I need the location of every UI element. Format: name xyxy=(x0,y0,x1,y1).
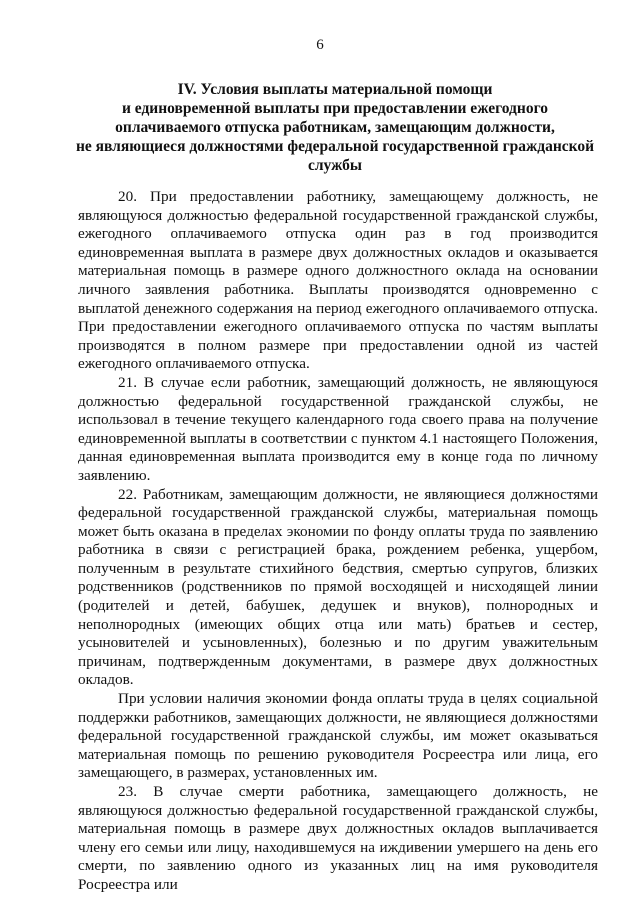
heading-line: и единовременной выплаты при предоставлении ежегодного xyxy=(121,100,548,117)
paragraph-22-continuation: При условии наличия экономии фонда оплаты труда в целях социальной поддержки работников, замещающих должности, не являющиеся должностями федеральной государственной гражданской службы, им может оказываться материальная помощь по решению руководителя Росреестра или лица, его замещающего, в размерах, установленных им. xyxy=(78,690,598,782)
heading-line: не являющиеся должностями федеральной государственной гражданской xyxy=(75,138,595,155)
section-heading xyxy=(70,80,600,175)
paragraph-20: 20. При предоставлении работнику, замещающему должность, не являющуюся должностью федеральной государственной гражданской службы, ежегодного оплачиваемого отпуска один раз в год производится единовременная выплата в размере двух должностных окладов и оказывается материальная помощь в размере одного должностного оклада на основании личного заявления работника. Выплаты производятся одновременно с выплатой денежного содержания на период ежегодного оплачиваемого отпуска. При предоставлении ежегодного оплачиваемого отпуска по частям выплаты производятся в полном размере при предоставлении одной из частей ежегодного оплачиваемого отпуска. xyxy=(78,188,598,373)
body-text xyxy=(78,188,598,895)
heading-line: службы xyxy=(307,157,362,174)
heading-line: IV. Условия выплаты материальной помощи xyxy=(177,81,493,98)
paragraph-22: 22. Работникам, замещающим должности, не являющиеся должностями федеральной государственной гражданской службы, материальная помощь может быть оказана в пределах экономии по фонду оплаты труда по заявлению работника в связи с регистрацией брака, рождением ребенка, ущербом, полученным в результате стихийного бедствия, смертью супругов, близких родственников (родственников по прямой восходящей и нисходящей линии (родителей и детей, бабушек, дедушек и внуков), полнородных и неполнородных (имеющих общих отца или мать) братьев и сестер, усыновителей и усыновленных), болезнью и по другим уважительным причинам, подтвержденным документами, в размере двух должностных окладов. xyxy=(78,485,598,689)
page-number: 6 xyxy=(316,37,324,53)
paragraph-21: 21. В случае если работник, замещающий должность, не являющуюся должностью федеральной государственной гражданской службы, не использовал в течение текущего календарного года своего права на получение единовременной выплаты в соответствии с пунктом 4.1 настоящего Положения, данная единовременная выплата производится ему в конце года по личному заявлению. xyxy=(78,373,598,484)
heading-line: оплачиваемого отпуска работникам, замещающим должности, xyxy=(115,119,555,136)
paragraph-23: 23. В случае смерти работника, замещающего должность, не являющуюся должностью федеральной государственной гражданской службы, материальная помощь в размере двух должностных окладов выплачивается члену его семьи или лицу, находившемуся на иждивении умершего на день его смерти, по заявлению одного из указанных лиц на имя руководителя Росреестра или xyxy=(78,783,598,893)
